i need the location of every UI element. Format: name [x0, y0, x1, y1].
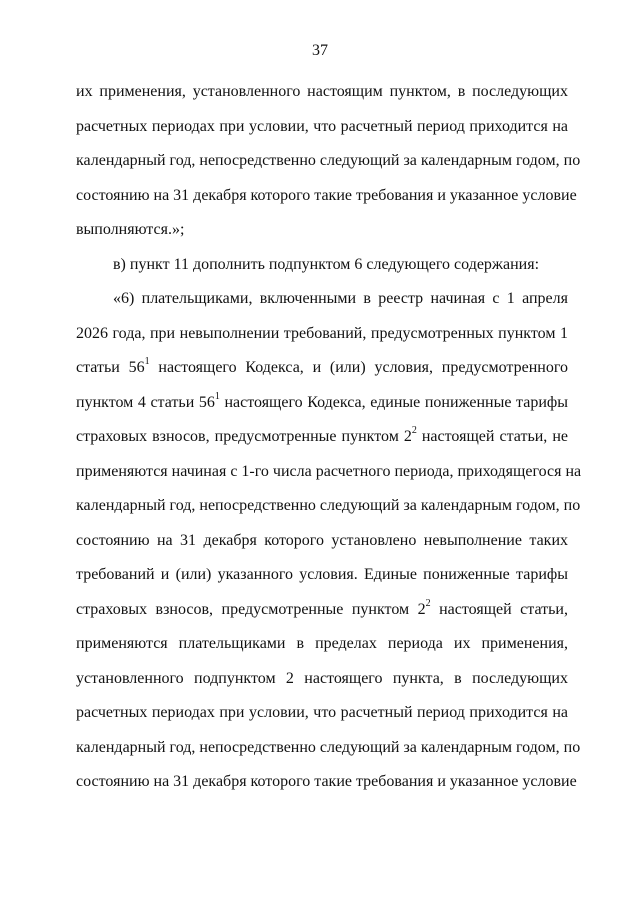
text-line-6: в) пункт 11 дополнить подпунктом 6 следующего содержания: — [113, 256, 540, 273]
superscript-2: 1 — [214, 390, 220, 402]
text-line-11-post: настоящей статьи, не — [416, 428, 568, 445]
text-line-21: состоянию на 31 декабря которого такие требования и указанное условие — [76, 773, 577, 790]
text-line-3: календарный год, непосредственно следующий за календарным годом, по — [76, 152, 581, 169]
text-line-9-post: настоящего Кодекса, и (или) условия, предусмотренного — [149, 359, 568, 376]
text-line-1: их применения, установленного настоящим пунктом, в последующих — [76, 83, 568, 100]
page-number: 37 — [312, 42, 328, 59]
text-line-16-pre: страховых взносов, предусмотренные пунктом 2 — [76, 601, 426, 618]
text-line-11-pre: страховых взносов, предусмотренные пунктом 2 — [76, 428, 412, 445]
text-line-14: состоянию на 31 декабря которого установлено невыполнение таких — [76, 532, 568, 549]
text-line-12: применяются начиная с 1-го числа расчетного периода, приходящегося на — [76, 463, 582, 480]
text-line-15: требований и (или) указанного условия. Единые пониженные тарифы — [76, 566, 568, 583]
superscript-4: 2 — [425, 597, 431, 609]
text-line-16-post: настоящей статьи, — [430, 601, 568, 618]
text-line-10-post: настоящего Кодекса, единые пониженные тарифы — [219, 394, 568, 411]
text-line-11 — [76, 424, 568, 447]
text-line-10-pre: пунктом 4 статьи 56 — [76, 394, 215, 411]
text-line-17: применяются плательщиками в пределах периода их применения, — [76, 635, 568, 652]
text-line-2: расчетных периодах при условии, что расчетный период приходится на — [76, 118, 568, 135]
superscript-1: 1 — [144, 355, 150, 367]
text-line-18: установленного подпунктом 2 настоящего пункта, в последующих — [76, 670, 568, 687]
text-line-4: состоянию на 31 декабря которого такие требования и указанное условие — [76, 187, 577, 204]
text-line-9 — [76, 355, 568, 378]
text-line-5: выполняются.»; — [76, 221, 185, 238]
superscript-3: 2 — [411, 424, 417, 436]
text-line-7: «6) плательщиками, включенными в реестр начиная с 1 апреля — [113, 290, 568, 307]
text-line-9-pre: статьи 56 — [76, 359, 145, 376]
text-line-19: расчетных периодах при условии, что расчетный период приходится на — [76, 704, 568, 721]
text-line-13: календарный год, непосредственно следующий за календарным годом, по — [76, 497, 581, 514]
text-line-10 — [76, 390, 568, 413]
text-line-20: календарный год, непосредственно следующий за календарным годом, по — [76, 739, 581, 756]
text-line-8: 2026 года, при невыполнении требований, предусмотренных пунктом 1 — [76, 325, 568, 342]
text-line-16 — [76, 597, 568, 620]
